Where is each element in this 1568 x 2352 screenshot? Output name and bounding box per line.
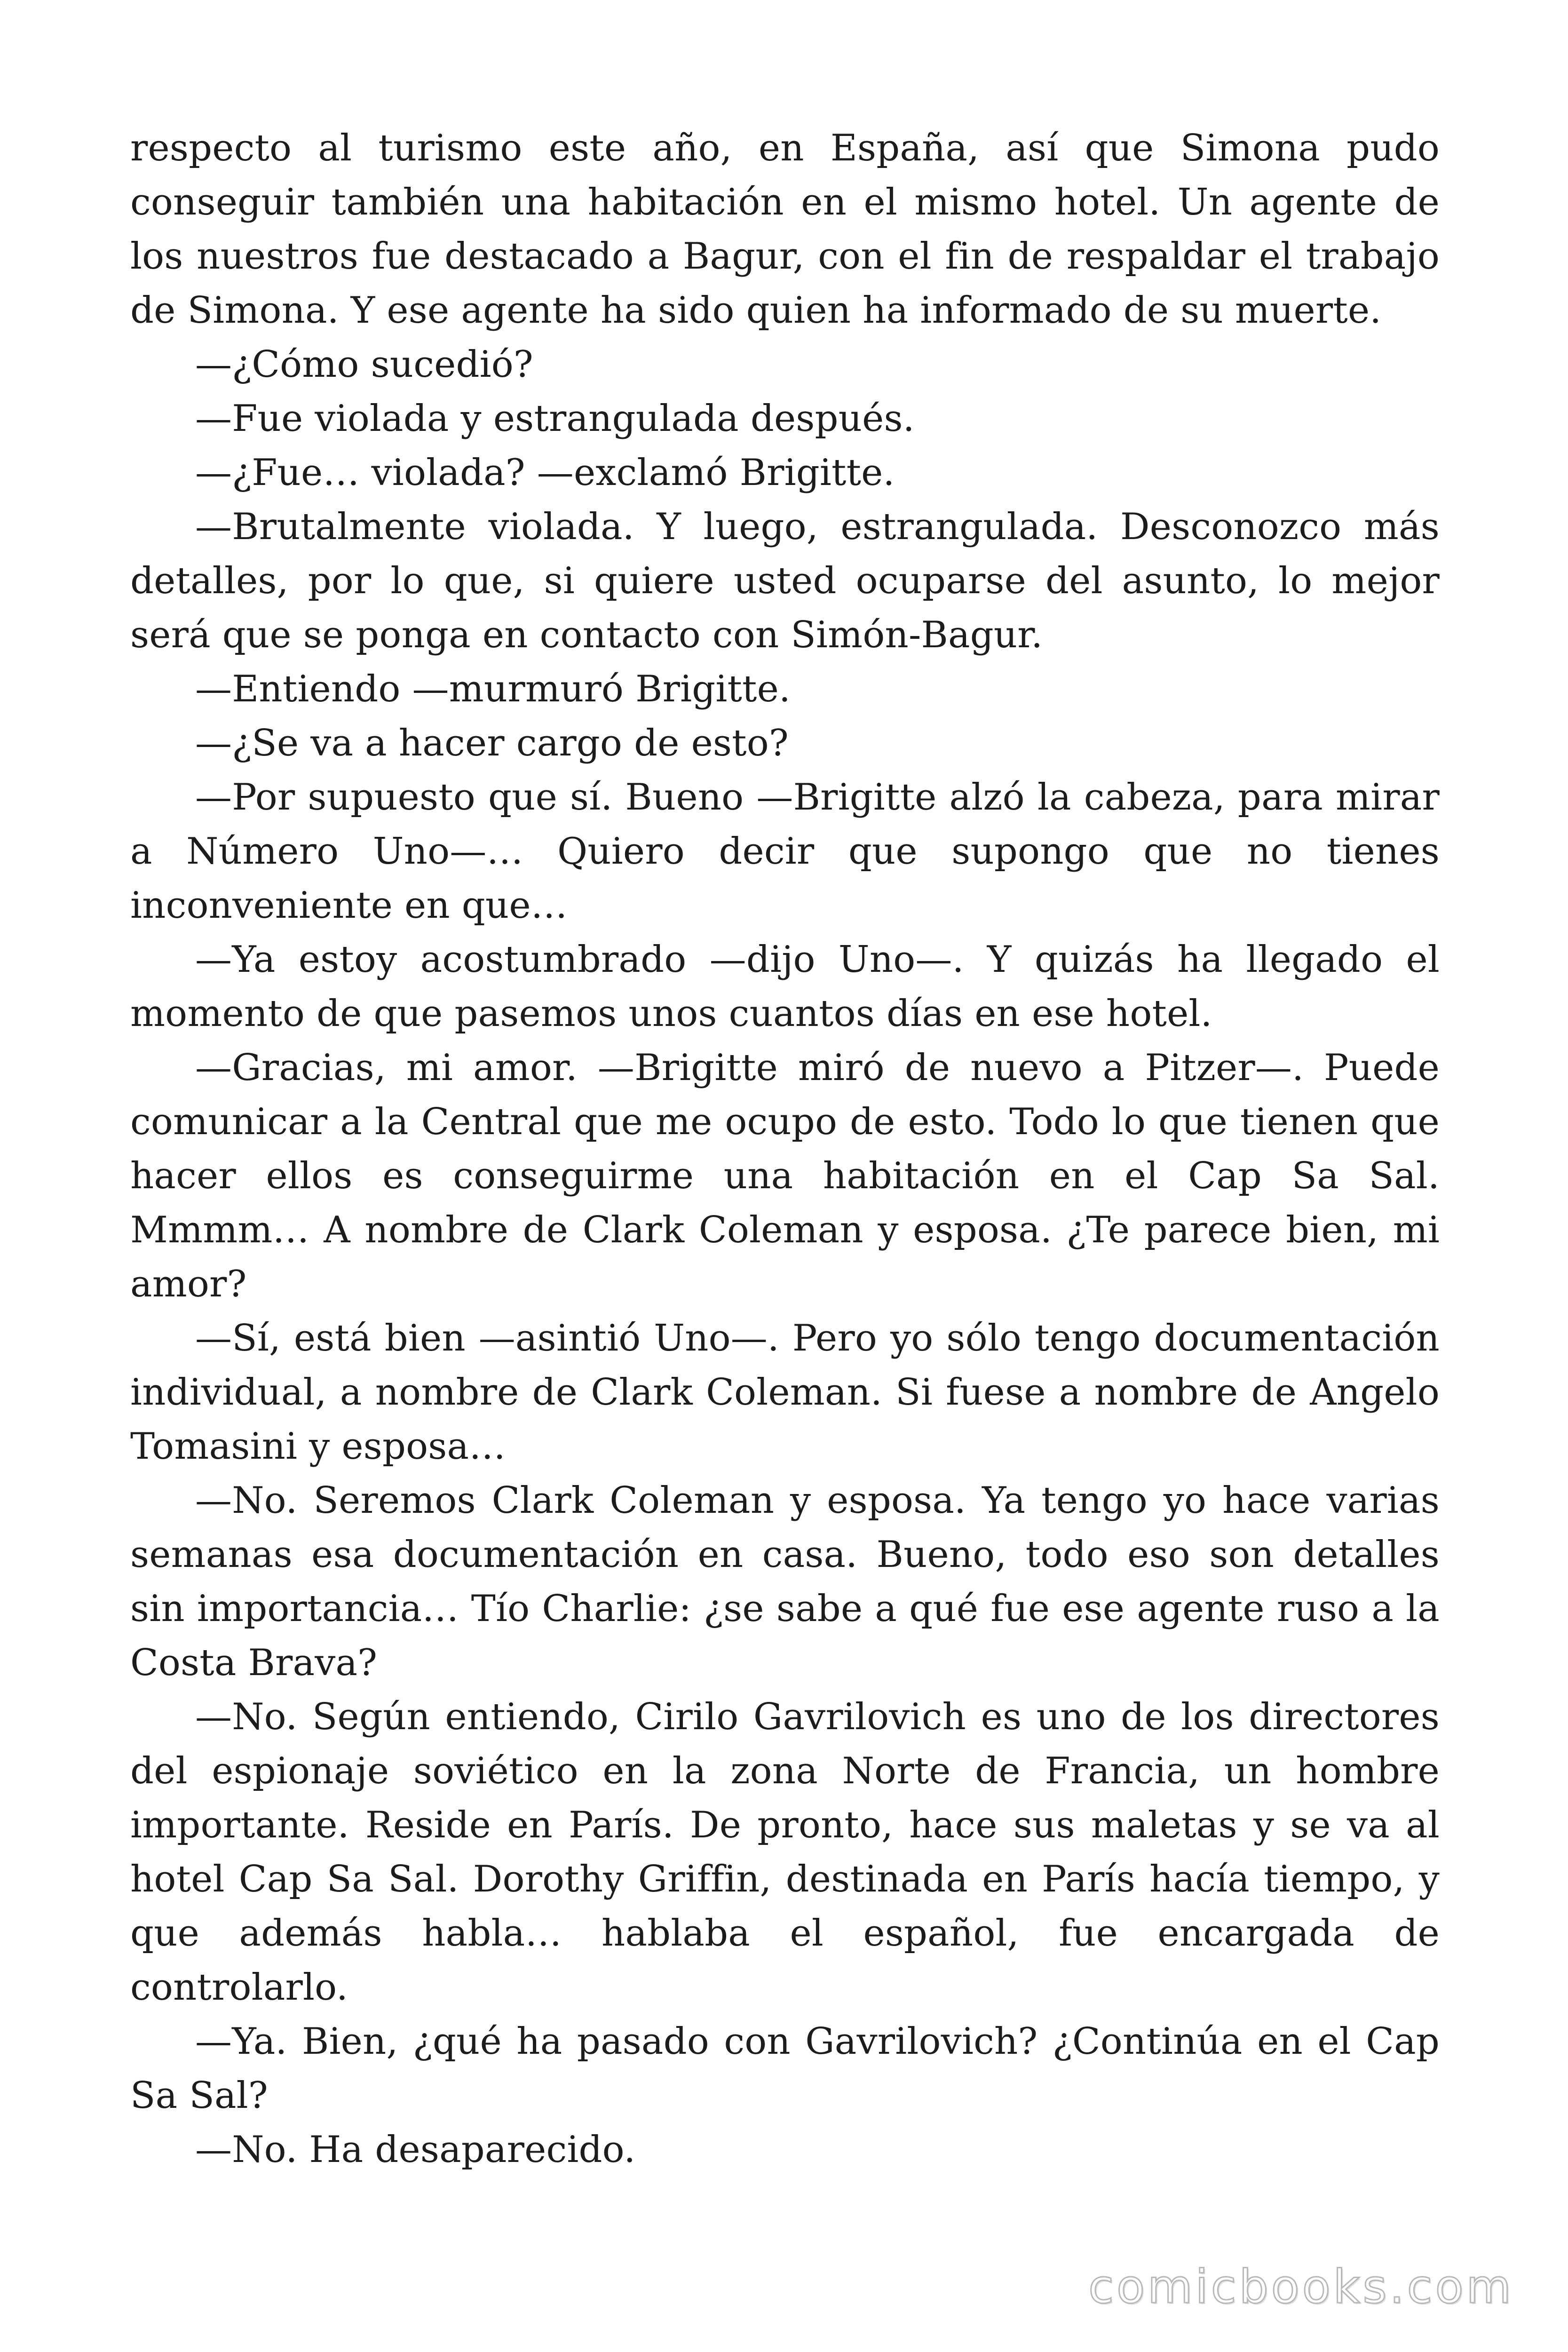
paragraph-11: —Sí, está bien —asintió Uno—. Pero yo sólo tengo documentación individual, a nombre de Clark Coleman. Si fuese a nombre de Angelo Tomasini y esposa… (130, 1317, 1440, 1468)
paragraph-5: —Brutalmente violada. Y luego, estrangulada. Desconozco más detalles, por lo que, si quiere usted ocuparse del asunto, lo mejor será que se ponga en contacto con Simón-Bagur. (130, 506, 1440, 656)
watermark-logo: comicbooks.com (1088, 2260, 1514, 2314)
paragraph-3: —Fue violada y estrangulada después. (195, 397, 915, 440)
paragraph-7: —¿Se va a hacer cargo de esto? (195, 722, 789, 764)
paragraph-15: —No. Ha desaparecido. (195, 2129, 636, 2171)
paragraph-12: —No. Seremos Clark Coleman y esposa. Ya tengo yo hace varias semanas esa documentación en casa. Bueno, todo eso son detalles sin importancia… Tío Charlie: ¿se sabe a qué fue ese agente ruso a la Costa Brava? (130, 1479, 1440, 1684)
paragraph-6: —Entiendo —murmuró Brigitte. (195, 668, 791, 710)
paragraph-1: respecto al turismo este año, en España, así que Simona pudo conseguir también una habitación en el mismo hotel. Un agente de los nuestros fue destacado a Bagur, con el fin de respaldar el trabajo de Simona. Y ese agente ha sido quien ha informado de su muerte. (130, 127, 1440, 332)
book-page-text (130, 121, 1440, 2177)
paragraph-10: —Gracias, mi amor. —Brigitte miró de nuevo a Pitzer—. Puede comunicar a la Central que me ocupo de esto. Todo lo que tienen que hacer ellos es conseguirme una habitación en el Cap Sa Sal. Mmmm… A nombre de Clark Coleman y esposa. ¿Te parece bien, mi amor? (130, 1047, 1440, 1305)
paragraph-8: —Por supuesto que sí. Bueno —Brigitte alzó la cabeza, para mirar a Número Uno—… Quiero decir que supongo que no tienes inconveniente en que… (130, 776, 1440, 927)
paragraph-13: —No. Según entiendo, Cirilo Gavrilovich es uno de los directores del espionaje soviético en la zona Norte de Francia, un hombre importante. Reside en París. De pronto, hace sus maletas y se va al hotel Cap Sa Sal. Dorothy Griffin, destinada en París hacía tiempo, y que además habla… hablaba el español, fue encargada de controlarlo. (130, 1696, 1440, 2009)
paragraph-9: —Ya estoy acostumbrado —dijo Uno—. Y quizás ha llegado el momento de que pasemos unos cuantos días en ese hotel. (130, 938, 1440, 1035)
paragraph-2: —¿Cómo sucedió? (195, 343, 533, 386)
paragraph-4: —¿Fue… violada? —exclamó Brigitte. (195, 452, 895, 494)
paragraph-14: —Ya. Bien, ¿qué ha pasado con Gavrilovich? ¿Continúa en el Cap Sa Sal? (130, 2020, 1440, 2117)
